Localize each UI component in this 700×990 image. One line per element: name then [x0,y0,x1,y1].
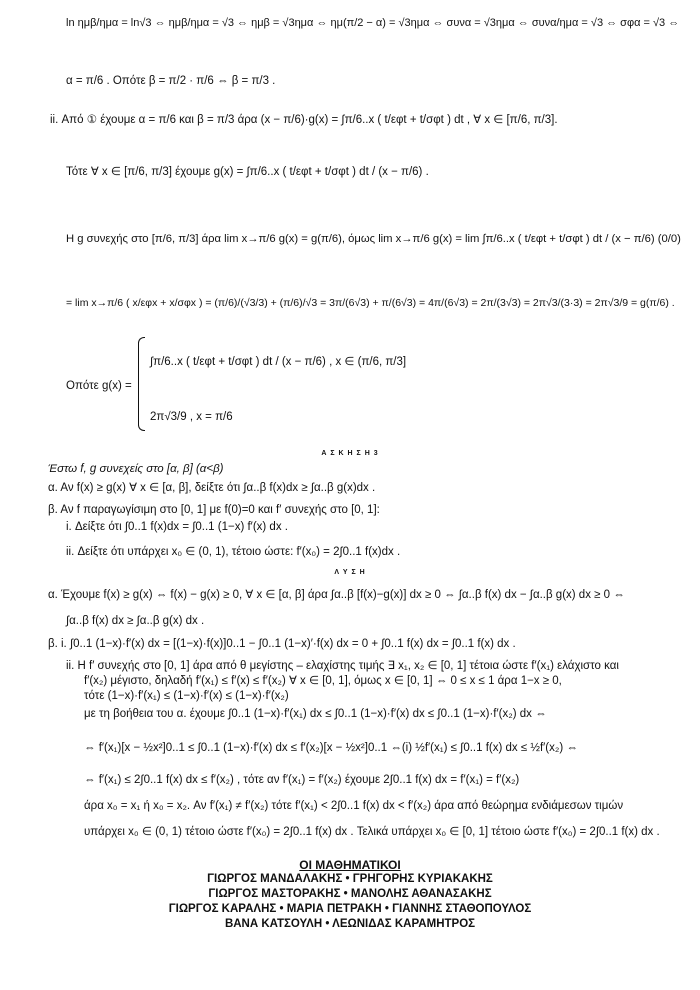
equation-line-4: Τότε ∀ x ∈ [π/6, π/3] έχουμε g(x) = ∫π/6..x ( t/εφt + t/σφt ) dt / (x − π/6) . [66,166,429,178]
solution-line-4: με τη βοήθεια του α. έχουμε ∫0..1 (1−x)·f′(x₁) dx ≤ ∫0..1 (1−x)·f′(x) dx ≤ ∫0..1 (1−x)·f′(x₂) dx ⇔ [84,708,547,720]
equation-line-2: α = π/6 . Οπότε β = π/2 · π/6 ⇔ β = π/3 . [66,75,276,87]
solution-heading: Λ Υ Σ Η [334,569,366,576]
exercise-heading: Α Σ Κ Η Σ Η 3 [321,450,379,457]
solution-part-a-cont: ∫α..β f(x) dx ≥ ∫α..β g(x) dx . [66,615,205,627]
team-title: ΟΙ ΜΑΘΗΜΑΤΙΚΟΙ [299,858,401,872]
exercise-part-b-i: i. Δείξτε ότι ∫0..1 f(x)dx = ∫0..1 (1−x) f′(x) dx . [66,521,288,533]
piecewise-brace [138,337,145,431]
team-row-1: ΓΙΩΡΓΟΣ ΜΑΝΔΑΛΑΚΗΣ • ΓΡΗΓΟΡΗΣ ΚΥΡΙΑΚΑΚΗΣ [207,873,493,885]
equation-line-1: ln ημβ/ημα = ln√3 ⇔ ημβ/ημα = √3 ⇔ ημβ = √3ημα ⇔ ημ(π/2 − α) = √3ημα ⇔ συνα = √3ημα ⇔ συνα/ημα = √3 ⇔ σφα = √3 ⇔ [66,17,680,29]
solution-line-6: ⇔ f′(x₁) ≤ 2∫0..1 f(x) dx ≤ f′(x₂) , τότε αν f′(x₁) = f′(x₂) έχουμε 2∫0..1 f(x) dx = f′(x₁) = f′(x₂) [84,774,520,786]
exercise-part-b: β. Αν f παραγωγίσιμη στο [0, 1] με f(0)=0 και f′ συνεχής στο [0, 1]: [48,504,380,516]
solution-line-1: ii. Η f′ συνεχής στο [0, 1] άρα από θ μεγίστης – ελαχίστης τιμής ∃ x₁, x₂ ∈ [0, 1] τέτοια ώστε f′(x₁) ελάχιστο και [66,660,619,672]
equation-line-3: ii. Από ① έχουμε α = π/6 και β = π/3 άρα (x − π/6)·g(x) = ∫π/6..x ( t/εφt + t/σφt ) dt , ∀ x ∈ [π/6, π/3]. [50,114,558,126]
solution-line-8: υπάρχει x₀ ∈ (0, 1) τέτοιο ώστε f′(x₀) = 2∫0..1 f(x) dx . Τελικά υπάρχει x₀ ∈ [0, 1] τέτοιο ώστε f′(x₀) = 2∫0..1 f(x) dx . [84,826,660,838]
exercise-intro: Έστω f, g συνεχείς στο [α, β] (α<β) [48,463,224,475]
solution-line-5: ⇔ f′(x₁)[x − ½x²]0..1 ≤ ∫0..1 (1−x)·f′(x) dx ≤ f′(x₂)[x − ½x²]0..1 ⇔(i) ½f′(x₁) ≤ ∫0..1 f(x) dx ≤ ½f′(x₂) ⇔ [84,742,578,754]
piecewise-case-2: 2π√3/9 , x = π/6 [150,411,233,423]
exercise-part-a: α. Αν f(x) ≥ g(x) ∀ x ∈ [α, β], δείξτε ότι ∫α..β f(x)dx ≥ ∫α..β g(x)dx . [48,482,376,494]
team-row-3: ΓΙΩΡΓΟΣ ΚΑΡΑΛΗΣ • ΜΑΡΙΑ ΠΕΤΡΑΚΗ • ΓΙΑΝΝΗΣ ΣΤΑΘΟΠΟΥΛΟΣ [168,903,532,915]
piecewise-case-1: ∫π/6..x ( t/εφt + t/σφt ) dt / (x − π/6) , x ∈ (π/6, π/3] [150,356,407,368]
equation-line-6: = lim x→π/6 ( x/εφx + x/σφx ) = (π/6)/(√3/3) + (π/6)/√3 = 3π/(6√3) + π/(6√3) = 4π/(6√3) = 2π/(3√3) = 2π√3/(3·3) = 2π√3/9 = g(π/6) . [66,297,675,309]
team-row-4: ΒΑΝΑ ΚΑΤΣΟΥΛΗ • ΛΕΩΝΙΔΑΣ ΚΑΡΑΜΗΤΡΟΣ [224,918,476,930]
solution-part-a: α. Έχουμε f(x) ≥ g(x) ⇔ f(x) − g(x) ≥ 0, ∀ x ∈ [α, β] άρα ∫α..β [f(x)−g(x)] dx ≥ 0 ⇔ ∫α..β f(x) dx − ∫α..β g(x) dx ≥ 0 ⇔ [48,589,625,601]
solution-line-2: f′(x₂) μέγιστο, δηλαδή f′(x₁) ≤ f′(x) ≤ f′(x₂) ∀ x ∈ [0, 1], όμως x ∈ [0, 1] ⇔ 0 ≤ x ≤ 1 άρα 1−x ≥ 0, [84,675,562,687]
solution-part-b-i: β. i. ∫0..1 (1−x)·f′(x) dx = [(1−x)·f(x)]0..1 − ∫0..1 (1−x)′·f(x) dx = 0 + ∫0..1 f(x) dx = ∫0..1 f(x) dx . [48,638,516,650]
solution-line-3: τότε (1−x)·f′(x₁) ≤ (1−x)·f′(x) ≤ (1−x)·f′(x₂) [84,690,289,702]
equation-line-5: Η g συνεχής στο [π/6, π/3] άρα lim x→π/6 g(x) = g(π/6), όμως lim x→π/6 g(x) = lim ∫π/6..x ( t/εφt + t/σφt ) dt / (x − π/6) (0/0) [66,233,681,245]
piecewise-label: Οπότε g(x) = [66,380,132,392]
solution-line-7: άρα x₀ = x₁ ή x₀ = x₂. Αν f′(x₁) ≠ f′(x₂) τότε f′(x₁) < 2∫0..1 f(x) dx < f′(x₂) άρα από θεώρημα ενδιάμεσων τιμών [84,800,624,812]
exercise-part-b-ii: ii. Δείξτε ότι υπάρχει x₀ ∈ (0, 1), τέτοιο ώστε: f′(x₀) = 2∫0..1 f(x)dx . [66,546,401,558]
team-row-2: ΓΙΩΡΓΟΣ ΜΑΣΤΟΡΑΚΗΣ • ΜΑΝΟΛΗΣ ΑΘΑΝΑΣΑΚΗΣ [208,888,492,900]
